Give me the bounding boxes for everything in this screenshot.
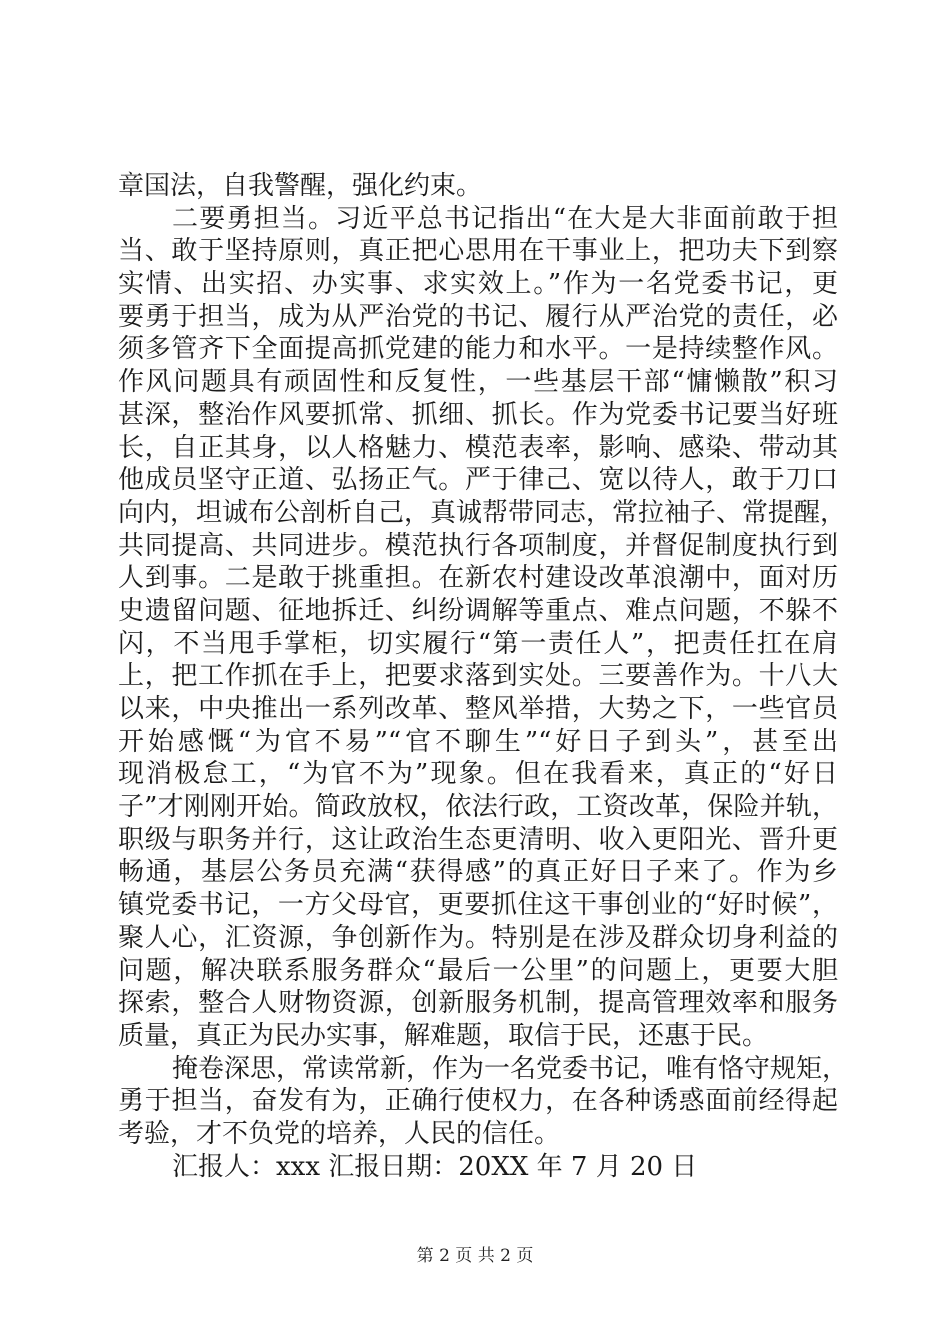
text-line: 问题，解决联系服务群众“最后一公里”的问题上，更要大胆	[118, 955, 838, 986]
text-line: 人到事。二是敢于挑重担。在新农村建设改革浪潮中，面对历	[118, 563, 838, 594]
text-line: 二要勇担当。习近平总书记指出“在大是大非面前敢于担	[172, 203, 838, 234]
text-line: 作风问题具有顽固性和反复性，一些基层干部“慵懒散”积习	[118, 367, 838, 398]
page-footer	[0, 1246, 950, 1266]
text-line: 共同提高、共同进步。模范执行各项制度，并督促制度执行到	[118, 530, 838, 561]
text-line: 实情、出实招、办实事、求实效上。”作为一名党委书记，更	[118, 269, 838, 300]
text-line: 长，自正其身，以人格魅力、模范表率，影响、感染、带动其	[118, 432, 838, 463]
text-line: 勇于担当，奋发有为，正确行使权力，在各种诱惑面前经得起	[118, 1086, 838, 1117]
text-line: 他成员坚守正道、弘扬正气。严于律己、宽以待人，敢于刀口	[118, 465, 838, 496]
text-line: 畅通，基层公务员充满“获得感”的真正好日子来了。作为乡	[118, 857, 838, 888]
text-line: 探索，整合人财物资源，创新服务机制，提高管理效率和服务	[118, 988, 838, 1019]
body-text	[118, 170, 849, 1183]
text-line: 掩卷深思，常读常新，作为一名党委书记，唯有恪守规矩，	[172, 1053, 849, 1084]
text-line: 以来，中央推出一系列改革、整风举措，大势之下，一些官员	[118, 694, 838, 724]
text-line: 史遗留问题、征地拆迁、纠纷调解等重点、难点问题，不躲不	[118, 595, 838, 626]
text-line: 章国法，自我警醒，强化约束。	[118, 171, 483, 201]
text-line: 镇党委书记，一方父母官，更要抓住这干事创业的“好时候”，	[118, 890, 838, 921]
report-signature-line: 汇报人：xxx 汇报日期：20XX 年 7 月 20 日	[172, 1151, 698, 1182]
text-line: 考验，才不负党的培养，人民的信任。	[118, 1118, 561, 1149]
text-line: 聚人心，汇资源，争创新作为。特别是在涉及群众切身利益的	[118, 922, 838, 953]
text-line: 要勇于担当，成为从严治党的书记、履行从严治党的责任，必	[118, 301, 838, 332]
text-line: 当、敢于坚持原则，真正把心思用在干事业上，把功夫下到察	[118, 236, 838, 267]
text-line: 质量，真正为民办实事，解难题，取信于民，还惠于民。	[118, 1020, 769, 1051]
text-line: 上，把工作抓在手上，把要求落到实处。三要善作为。十八大	[118, 661, 838, 692]
text-line: 甚深，整治作风要抓常、抓细、抓长。作为党委书记要当好班	[118, 399, 838, 430]
text-line: 子”才刚刚开始。简政放权，依法行政，工资改革，保险并轨，	[118, 792, 838, 823]
text-line: 职级与职务并行，这让政治生态更清明、收入更阳光、晋升更	[118, 824, 838, 855]
text-line: 须多管齐下全面提高抓党建的能力和水平。一是持续整作风。	[118, 334, 838, 365]
page-number: 第 2 页 共 2 页	[416, 1246, 534, 1266]
text-line: 开始感慨“为官不易”“官不聊生”“好日子到头”，甚至出	[118, 726, 838, 757]
text-line: 向内，坦诚布公剖析自己，真诚帮带同志，常拉袖子、常提醒，	[118, 497, 847, 528]
text-line: 闪，不当甩手掌柜，切实履行“第一责任人”，把责任扛在肩	[118, 628, 838, 659]
text-line: 现消极怠工，“为官不为”现象。但在我看来，真正的“好日	[118, 759, 838, 790]
